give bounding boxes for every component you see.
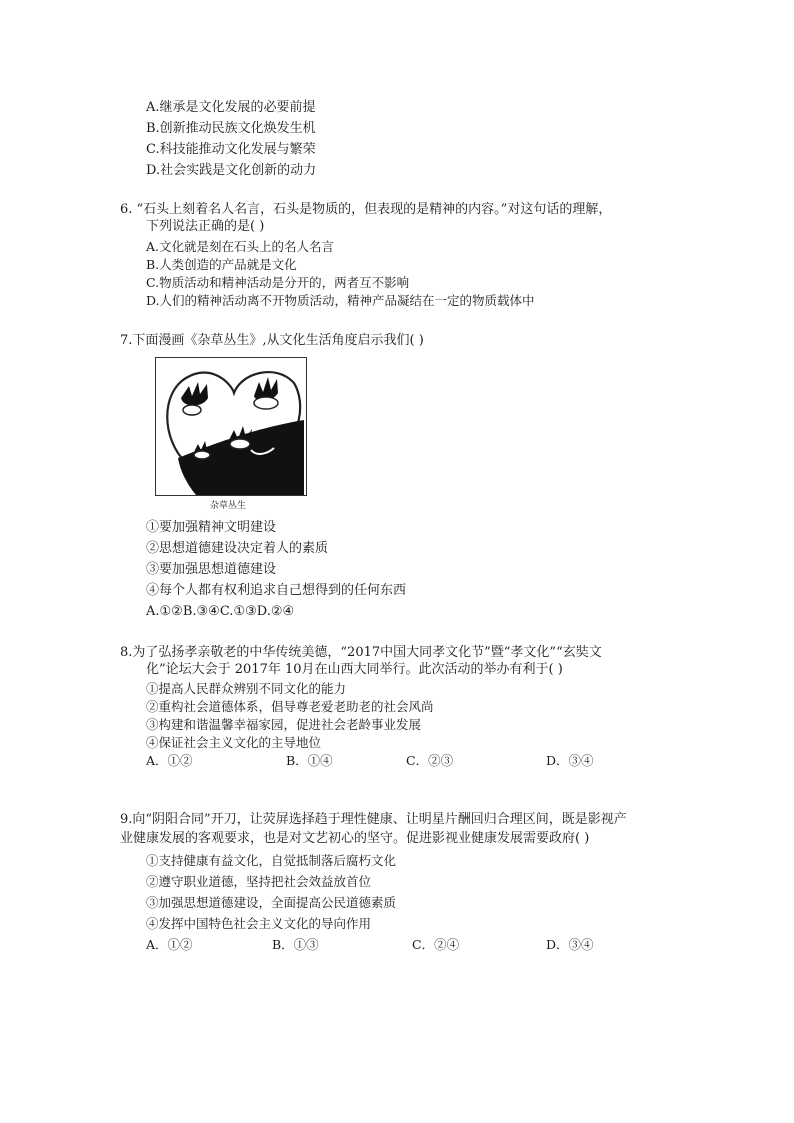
q9-choice-b: B．①③ (272, 937, 319, 952)
q9-item-3: ③加强思想道德建设，全面提高公民道德素质 (146, 895, 397, 910)
q8-stem-line1: 8.为了弘扬孝亲敬老的中华传统美德，“2017中国大同孝文化节”暨“孝文化”“玄奘文 (120, 645, 602, 660)
cartoon-caption: 杂草丛生 (210, 501, 247, 511)
q9-item-4: ④发挥中国特色社会主义文化的导向作用 (146, 916, 372, 931)
q5-option-b: B.创新推动民族文化焕发生机 (146, 121, 316, 136)
q6-option-a: A.文化就是刻在石头上的名人名言 (146, 239, 335, 254)
q5-option-c: C.科技能推动文化发展与繁荣 (146, 142, 316, 157)
q8-item-4: ④保证社会主义文化的主导地位 (146, 735, 322, 750)
q9-stem-line1: 9.向“阴阳合同”开刀，让荧屏选择趋于理性健康、让明星片酬回归合理区间，既是影视产 (120, 812, 627, 827)
q6-stem-line2: 下列说法正确的是( ) (146, 219, 265, 234)
q5-option-a: A.继承是文化发展的必要前提 (146, 100, 316, 115)
q7-stem: 7.下面漫画《杂草丛生》,从文化生活角度启示我们( ) (120, 333, 424, 348)
q9-item-2: ②遵守职业道德，坚持把社会效益放首位 (146, 874, 372, 889)
q7-answer-choices: A.①②B.③④C.①③D.②④ (146, 604, 295, 619)
q5-option-d: D.社会实践是文化创新的动力 (146, 163, 317, 178)
q8-item-2: ②重构社会道德体系，倡导尊老爱老助老的社会风尚 (146, 699, 434, 714)
q6-option-c: C.物质活动和精神活动是分开的，两者互不影响 (146, 275, 410, 290)
q6-option-b: B.人类创造的产品就是文化 (146, 257, 297, 272)
cartoon-weeds-image (155, 357, 307, 496)
q7-item-2: ②思想道德建设决定着人的素质 (146, 541, 329, 556)
q8-choice-c: C．②③ (406, 753, 454, 768)
q8-choice-a: A．①② (146, 753, 193, 768)
q7-item-3: ③要加强思想道德建设 (146, 562, 277, 577)
q8-item-3: ③构建和谐温馨幸福家园，促进社会老龄事业发展 (146, 717, 422, 732)
q8-choice-d: D．③④ (546, 753, 594, 768)
q9-choice-d: D．③④ (546, 937, 594, 952)
q8-stem-line2: 化”论坛大会于 2017年 10月在山西大同举行。此次活动的举办有利于( ) (146, 662, 563, 677)
q7-item-1: ①要加强精神文明建设 (146, 520, 277, 535)
q9-item-1: ①支持健康有益文化，自觉抵制落后腐朽文化 (146, 853, 397, 868)
q9-choice-a: A．①② (146, 937, 193, 952)
q6-option-d: D.人们的精神活动离不开物质活动，精神产品凝结在一定的物质载体中 (146, 293, 535, 308)
q9-stem-line2: 业健康发展的客观要求，也是对文艺初心的坚守。促进影视业健康发展需要政府( ) (120, 831, 590, 846)
q9-choice-c: C．②④ (412, 937, 460, 952)
q7-item-4: ④每个人都有权利追求自己想得到的任何东西 (146, 583, 407, 598)
q8-item-1: ①提高人民群众辨别不同文化的能力 (146, 681, 347, 696)
q8-choice-b: B．①④ (286, 753, 333, 768)
cartoon-drawing (156, 358, 306, 495)
q6-stem-line1: 6. “石头上刻着名人名言，石头是物质的，但表现的是精神的内容。”对这句话的理解， (120, 202, 612, 217)
